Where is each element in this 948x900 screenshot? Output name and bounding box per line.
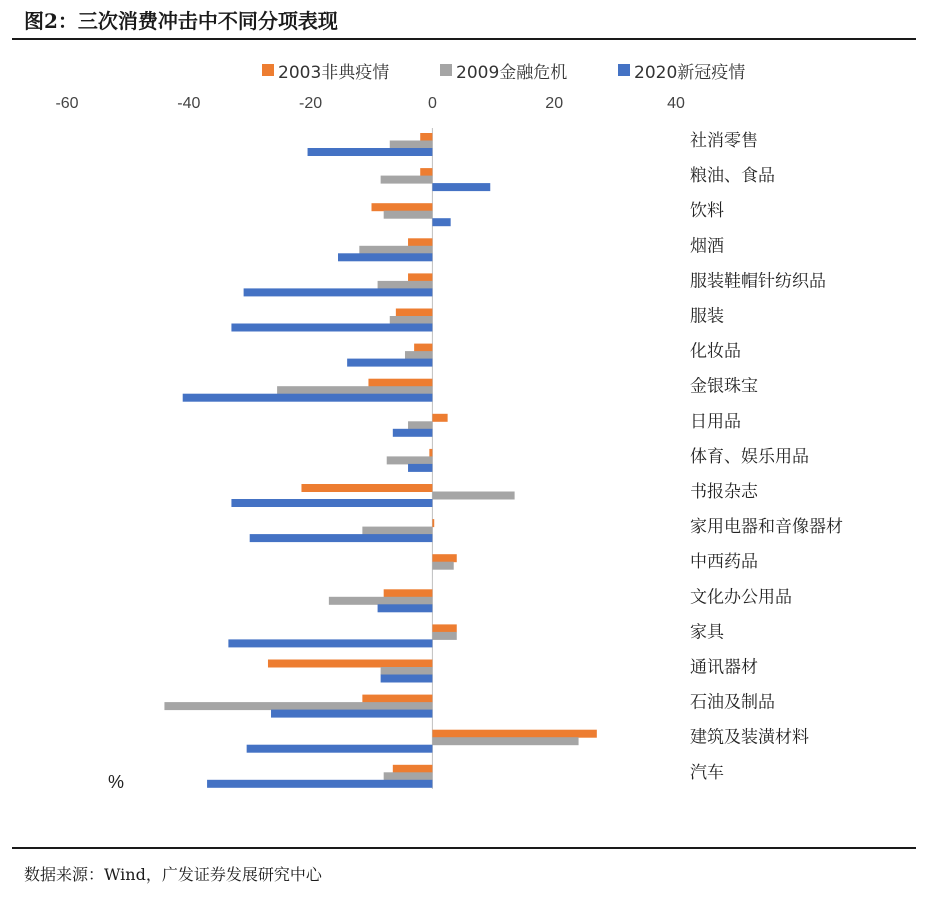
bar-2020 (408, 464, 432, 472)
bar-2003 (368, 379, 432, 387)
bar-2003 (384, 589, 433, 597)
bar-2003 (301, 484, 432, 492)
bar-2009 (359, 246, 432, 254)
figure-title: 图2：三次消费冲击中不同分项表现 (24, 9, 338, 33)
bar-2003 (414, 344, 432, 352)
bar-2020 (231, 499, 432, 507)
category-label: 金银珠宝 (690, 376, 758, 397)
bar-2009 (378, 281, 433, 289)
bar-2009 (408, 421, 432, 429)
bar-2003 (408, 238, 432, 246)
bar-2020 (393, 429, 433, 437)
category-label: 书报杂志 (690, 482, 758, 502)
bar-2009 (277, 386, 432, 394)
bar-2020 (432, 218, 450, 226)
category-label: 体育、娱乐用品 (690, 446, 809, 467)
bar-2003 (432, 624, 456, 632)
bar-2020 (308, 148, 433, 156)
bar-2003 (408, 273, 432, 281)
unit-label: % (108, 772, 125, 792)
x-tick-label: -40 (177, 95, 201, 112)
bar-2003 (432, 519, 434, 527)
category-label: 石油及制品 (690, 692, 775, 713)
category-label: 饮料 (690, 201, 724, 222)
bar-2009 (432, 737, 578, 745)
category-label: 服装 (690, 306, 724, 327)
bar-2003 (362, 695, 432, 703)
category-label: 汽车 (690, 762, 724, 783)
bar-2003 (268, 660, 432, 668)
x-tick-label: -60 (55, 95, 79, 112)
bar-2020 (338, 253, 432, 261)
bar-2020 (247, 745, 433, 753)
bar-2003 (432, 414, 447, 422)
category-label: 服装鞋帽针纺织品 (690, 271, 826, 292)
bar-2003 (396, 309, 433, 317)
bar-2003 (393, 765, 433, 773)
bar-2020 (250, 534, 433, 542)
bar-2009 (405, 351, 432, 359)
bar-2003 (429, 449, 432, 457)
bottom-divider (12, 847, 916, 849)
legend-label-2009: 2009金融危机 (456, 62, 568, 83)
x-tick-label: 40 (667, 95, 685, 112)
bar-2009 (390, 141, 433, 149)
bar-2020 (347, 359, 432, 367)
bar-2020 (183, 394, 433, 402)
bar-2020 (228, 639, 432, 647)
category-label: 家具 (690, 622, 724, 643)
bar-2009 (381, 667, 433, 675)
bar-2009 (384, 211, 433, 219)
category-label: 通讯器材 (690, 657, 758, 678)
bar-2009 (329, 597, 433, 605)
category-label: 粮油、食品 (690, 166, 775, 187)
category-label: 建筑及装潢材料 (690, 727, 809, 748)
legend-label-2003: 2003非典疫情 (278, 62, 390, 83)
bar-2003 (432, 554, 456, 562)
category-label: 家用电器和音像器材 (690, 517, 843, 538)
bar-2020 (207, 780, 432, 788)
bar-2009 (432, 632, 456, 640)
bar-2009 (384, 772, 433, 780)
category-label: 烟酒 (690, 236, 724, 257)
bar-2020 (378, 604, 433, 612)
bar-2009 (432, 562, 453, 570)
bar-2020 (381, 675, 433, 683)
source-note: 数据来源：Wind，广发证券发展研究中心 (24, 865, 322, 884)
bar-2003 (372, 203, 433, 211)
bar-2003 (420, 168, 432, 176)
legend-label-2020: 2020新冠疫情 (634, 62, 746, 83)
bar-2020 (244, 288, 433, 296)
x-tick-label: -20 (299, 95, 323, 112)
bar-2009 (387, 456, 433, 464)
category-label: 中西药品 (690, 552, 758, 573)
bar-2020 (271, 710, 432, 718)
bar-2009 (432, 492, 514, 500)
category-label: 日用品 (690, 411, 741, 432)
bar-2009 (164, 702, 432, 710)
bar-2003 (432, 730, 596, 738)
bar-2009 (362, 527, 432, 535)
bar-2009 (390, 316, 433, 324)
bar-2009 (381, 176, 433, 184)
category-label: 社消零售 (690, 131, 758, 151)
bar-2020 (432, 183, 490, 191)
category-label: 化妆品 (690, 341, 741, 362)
bar-2003 (420, 133, 432, 141)
x-tick-label: 20 (545, 95, 564, 112)
category-label: 文化办公用品 (690, 587, 792, 608)
bar-2020 (231, 324, 432, 332)
x-tick-label: 0 (427, 95, 437, 112)
